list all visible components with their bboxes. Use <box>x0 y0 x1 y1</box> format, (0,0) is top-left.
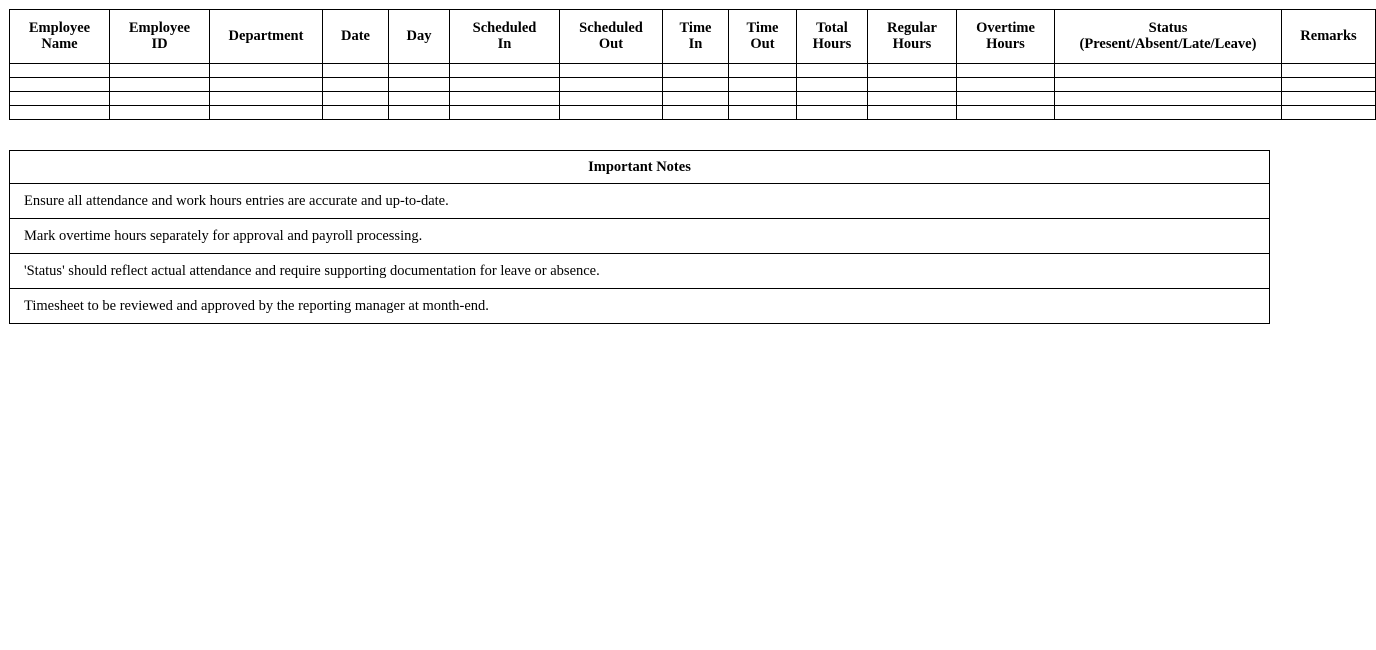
cell-status[interactable] <box>1055 92 1282 106</box>
cell-remarks[interactable] <box>1282 106 1376 120</box>
cell-employee-name[interactable] <box>10 64 110 78</box>
employee-name-line2: Name <box>41 36 78 52</box>
employee-id-line1: Employee <box>128 19 191 36</box>
column-header-total-hours <box>797 10 868 64</box>
notes-title-row <box>10 151 1270 184</box>
scheduled-out-line2: Out <box>598 36 624 52</box>
cell-date[interactable] <box>323 78 389 92</box>
cell-employee-name[interactable] <box>10 92 110 106</box>
cell-status[interactable] <box>1055 64 1282 78</box>
cell-time-in[interactable] <box>663 92 729 106</box>
cell-department[interactable] <box>210 92 323 106</box>
table-row[interactable] <box>10 64 1376 78</box>
column-header-scheduled-in <box>450 10 560 64</box>
list-item <box>10 254 1270 289</box>
cell-total-hours[interactable] <box>797 92 868 106</box>
column-header-department: Department <box>210 10 323 64</box>
cell-scheduled-out[interactable] <box>560 78 663 92</box>
table-row[interactable] <box>10 78 1376 92</box>
notes-body <box>10 184 1270 324</box>
cell-department[interactable] <box>210 106 323 120</box>
overtime-hours-line1: Overtime <box>976 19 1035 36</box>
column-header-date: Date <box>323 10 389 64</box>
cell-employee-name[interactable] <box>10 106 110 120</box>
scheduled-in-line2: In <box>497 36 512 52</box>
timesheet-table <box>9 9 1376 120</box>
column-header-time-out <box>729 10 797 64</box>
total-hours-line2: Hours <box>812 36 852 52</box>
cell-total-hours[interactable] <box>797 64 868 78</box>
cell-date[interactable] <box>323 64 389 78</box>
table-row[interactable] <box>10 92 1376 106</box>
time-in-line2: In <box>688 36 703 52</box>
status-line2: (Present/Absent/Late/Leave) <box>1079 36 1257 52</box>
list-item <box>10 219 1270 254</box>
cell-date[interactable] <box>323 92 389 106</box>
regular-hours-line2: Hours <box>892 36 932 52</box>
time-in-line1: Time <box>679 19 712 36</box>
scheduled-in-line1: Scheduled <box>472 19 537 36</box>
cell-employee-id[interactable] <box>110 92 210 106</box>
column-header-overtime-hours <box>957 10 1055 64</box>
timesheet-body <box>10 64 1376 120</box>
note-text: Mark overtime hours separately for approval and payroll processing. <box>10 219 1270 254</box>
cell-day[interactable] <box>389 64 450 78</box>
cell-status[interactable] <box>1055 78 1282 92</box>
scheduled-out-line1: Scheduled <box>579 19 643 36</box>
cell-overtime-hours[interactable] <box>957 92 1055 106</box>
status-line1: Status <box>1148 19 1188 36</box>
cell-date[interactable] <box>323 106 389 120</box>
cell-remarks[interactable] <box>1282 92 1376 106</box>
note-text: Ensure all attendance and work hours entries are accurate and up-to-date. <box>10 184 1270 219</box>
cell-overtime-hours[interactable] <box>957 64 1055 78</box>
cell-regular-hours[interactable] <box>868 106 957 120</box>
total-hours-line1: Total <box>816 19 848 36</box>
cell-regular-hours[interactable] <box>868 92 957 106</box>
cell-time-in[interactable] <box>663 64 729 78</box>
cell-day[interactable] <box>389 78 450 92</box>
cell-employee-id[interactable] <box>110 78 210 92</box>
cell-status[interactable] <box>1055 106 1282 120</box>
column-header-scheduled-out <box>560 10 663 64</box>
cell-scheduled-out[interactable] <box>560 92 663 106</box>
list-item <box>10 184 1270 219</box>
cell-scheduled-in[interactable] <box>450 92 560 106</box>
column-header-status <box>1055 10 1282 64</box>
cell-time-out[interactable] <box>729 92 797 106</box>
cell-scheduled-in[interactable] <box>450 78 560 92</box>
column-header-remarks: Remarks <box>1282 10 1376 64</box>
note-text: Timesheet to be reviewed and approved by the reporting manager at month-end. <box>10 289 1270 324</box>
cell-remarks[interactable] <box>1282 78 1376 92</box>
column-header-employee-name <box>10 10 110 64</box>
regular-hours-line1: Regular <box>887 19 937 36</box>
cell-time-in[interactable] <box>663 106 729 120</box>
cell-department[interactable] <box>210 64 323 78</box>
cell-total-hours[interactable] <box>797 78 868 92</box>
cell-department[interactable] <box>210 78 323 92</box>
cell-day[interactable] <box>389 92 450 106</box>
column-header-regular-hours <box>868 10 957 64</box>
cell-scheduled-out[interactable] <box>560 64 663 78</box>
column-header-day: Day <box>389 10 450 64</box>
timesheet-header-row <box>10 10 1376 64</box>
list-item <box>10 289 1270 324</box>
cell-employee-id[interactable] <box>110 64 210 78</box>
cell-overtime-hours[interactable] <box>957 78 1055 92</box>
cell-regular-hours[interactable] <box>868 64 957 78</box>
important-notes-table <box>9 150 1270 324</box>
cell-time-in[interactable] <box>663 78 729 92</box>
cell-scheduled-in[interactable] <box>450 64 560 78</box>
time-out-line2: Out <box>750 36 775 52</box>
cell-employee-name[interactable] <box>10 78 110 92</box>
cell-time-out[interactable] <box>729 106 797 120</box>
notes-header <box>10 151 1270 184</box>
cell-remarks[interactable] <box>1282 64 1376 78</box>
column-header-time-in <box>663 10 729 64</box>
note-text: 'Status' should reflect actual attendance and require supporting documentation for leave or absence. <box>10 254 1270 289</box>
cell-regular-hours[interactable] <box>868 78 957 92</box>
cell-overtime-hours[interactable] <box>957 106 1055 120</box>
time-out-line1: Time <box>746 19 779 36</box>
employee-name-line1: Employee <box>28 19 91 36</box>
cell-day[interactable] <box>389 106 450 120</box>
notes-title: Important Notes <box>10 151 1270 184</box>
table-row[interactable] <box>10 106 1376 120</box>
cell-employee-id[interactable] <box>110 106 210 120</box>
column-header-employee-id <box>110 10 210 64</box>
employee-id-line2: ID <box>151 36 168 52</box>
cell-time-out[interactable] <box>729 64 797 78</box>
cell-scheduled-in[interactable] <box>450 106 560 120</box>
overtime-hours-line2: Hours <box>986 36 1025 52</box>
timesheet-header <box>10 10 1376 64</box>
cell-time-out[interactable] <box>729 78 797 92</box>
cell-scheduled-out[interactable] <box>560 106 663 120</box>
cell-total-hours[interactable] <box>797 106 868 120</box>
